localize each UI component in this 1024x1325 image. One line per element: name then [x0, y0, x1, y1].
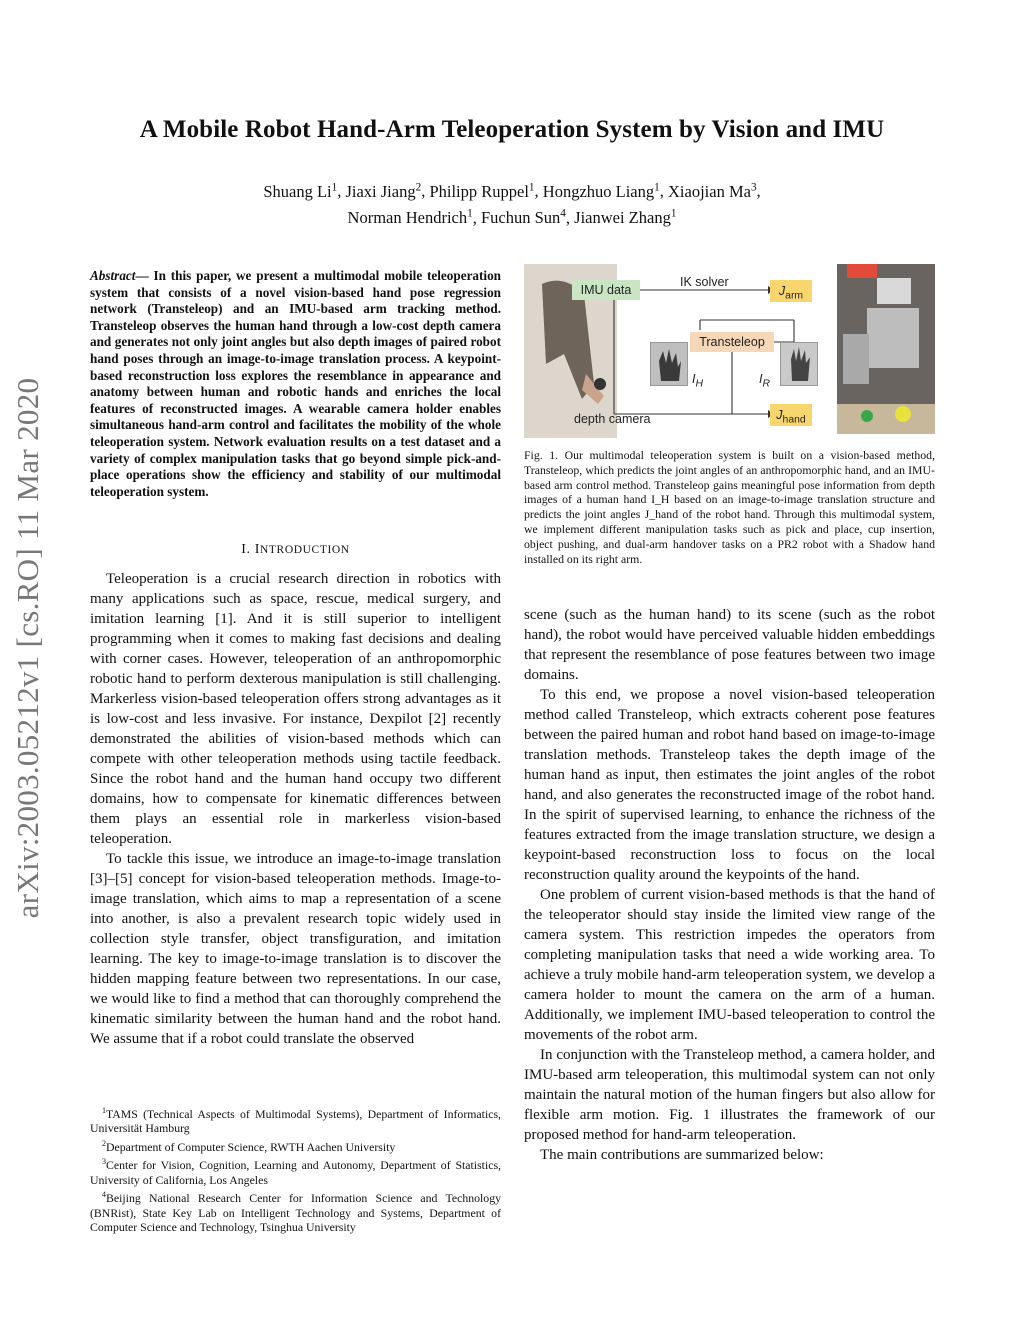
- paragraph: In conjunction with the Transteleop method, a camera holder, and IMU-based arm teleoperation, this multimodal system can not only maintain the natural motion of the human fingers but also allow for flexible arm motion. Fig. 1 illustrates the framework of our proposed method for hand-arm teleoperation.: [524, 1047, 935, 1143]
- affiliation-footnotes: [90, 1104, 501, 1236]
- caption-label: Fig. 1.: [524, 448, 559, 462]
- abstract: [90, 268, 501, 500]
- ik-solver-label: IK solver: [680, 275, 729, 289]
- robot-hand-icon: [781, 343, 817, 385]
- depth-camera-label: depth camera: [574, 412, 651, 426]
- paragraph: scene (such as the human hand) to its scene (such as the robot hand), the robot would have perceived valuable hidden embeddings that represent the resemblance of pose features between two image domains.: [524, 607, 935, 683]
- author: Jiaxi Jiang$^2$: [345, 181, 422, 201]
- footnote: $^3$Center for Vision, Cognition, Learning and Autonomy, Department of Statistics, University of California, Los Angeles: [90, 1157, 501, 1187]
- transteleop-box: Transteleop: [690, 332, 774, 352]
- abstract-label: Abstract: [90, 268, 136, 283]
- footnote: $^4$Beijing National Research Center for Information Science and Technology (BNRist), State Key Lab on Intelligent Technology and Systems, Department of Computer Science and Technology, Tsinghua University: [90, 1190, 501, 1235]
- left-column-body: [90, 569, 501, 1049]
- author-line-1: Shuang Li$^1$, Jiaxi Jiang$^2$, Philipp Ruppel$^1$, Hongzhuo Liang$^1$, Xiaojian Ma$^3$,: [263, 181, 761, 201]
- abstract-dash: —: [135, 268, 154, 283]
- robot-hand-depth-image: [780, 342, 818, 386]
- arxiv-id: arXiv:2003.05212v1 [cs.RO] 11 Mar 2020: [10, 377, 45, 919]
- figure-1-caption: [524, 448, 935, 566]
- i-h-label: $I_H$: [692, 372, 703, 390]
- caption-text: Our multimodal teleoperation system is built on a vision-based method, Transteleop, which predicts the joint angles of an anthropomorphic hand, and an IMU-based arm control method. Transteleop gains meaningful pose information from depth images of a human hand I_H based on an image-to-image translation structure and predicts the joint angles J_hand of the robot hand. Through this multimodal system, we implement different manipulation tasks such as pick and place, cup insertion, object pushing, and dual-arm handover tasks on a PR2 robot with a Shadow hand installed on its right arm.: [524, 448, 936, 566]
- section-heading-introduction: I. INTRODUCTION: [241, 542, 350, 557]
- arxiv-side-label: [8, 348, 48, 948]
- pr2-robot-photo: [837, 264, 935, 434]
- human-hand-depth-image: [650, 342, 688, 386]
- author: Hongzhuo Liang$^1$: [542, 181, 660, 201]
- abstract-text: In this paper, we present a multimodal mobile teleoperation system that consists of a novel vision-based hand pose regression network (Transteleop) and an IMU-based arm tracking method. Transteleop observes the human hand through a low-cost depth camera and generates not only joint angles but also depth images of paired robot hand poses through an image-to-image translation process. A keypoint-based reconstruction loss explores the resemblance in appearance and anatomy between human and robotic hands and enriches the local features of reconstructed images. A wearable camera holder enables simultaneous hand-arm control and facilitates the mobility of the whole teleoperation system. Network evaluation results on a test dataset and a variety of complex manipulation tasks that go beyond simple pick-and-place operations show the efficiency and stability of our multimodal teleoperation system.: [90, 268, 501, 499]
- imu-data-box: IMU data: [572, 280, 640, 300]
- paragraph: The main contributions are summarized below:: [540, 1147, 824, 1163]
- j-arm-box: $J_{arm}$: [770, 280, 812, 302]
- i-r-label: $I_R$: [759, 372, 770, 390]
- author: Jianwei Zhang$^1$: [574, 207, 677, 227]
- author-line-2: Norman Hendrich$^1$, Fuchun Sun$^4$, Jianwei Zhang$^1$: [347, 207, 677, 227]
- author: Philipp Ruppel$^1$: [429, 181, 535, 201]
- human-hand-icon: [651, 343, 687, 385]
- paragraph: To this end, we propose a novel vision-based teleoperation method called Transteleop, which extracts coherent pose features between the paired human and robot hand based on image-to-image translation methods. Transteleop takes the depth image of the human hand as input, then estimates the joint angles of the robot hand, and also generates the reconstructed image of the robot hand. In the spirit of supervised learning, to enhance the richness of the features extracted from the image translation structure, we design a keypoint-based reconstruction loss to focus on the local reconstruction quality around the keypoints of the hand.: [524, 687, 935, 883]
- author: Shuang Li$^1$: [263, 181, 338, 201]
- author: Norman Hendrich$^1$: [347, 207, 473, 227]
- robot-illustration: [837, 264, 935, 434]
- figure-1: [524, 264, 935, 438]
- paragraph: Teleoperation is a crucial research direction in robotics with many applications such as space, rescue, medical surgery, and imitation learning [1]. And it is still superior to intelligent programming when it comes to making fast decisions and dealing with corner cases. However, teleoperation of an anthropomorphic robotic hand to perform dexterous manipulation is still challenging. Markerless vision-based teleoperation offers strong advantages as it is low-cost and less invasive. For instance, Dexpilot [2] recently demonstrated the abilities of vision-based methods which can compete with other teleoperation methods using tactile feedback. Since the robot hand and the human hand occupy two different domains, how to compensate for kinematic differences between them plays an essential role in markerless vision-based teleoperation.: [90, 571, 501, 847]
- j-hand-box: $J_{hand}$: [770, 404, 812, 426]
- author: Xiaojian Ma$^3$: [668, 181, 757, 201]
- right-column-body: [524, 605, 935, 1165]
- paragraph: To tackle this issue, we introduce an image-to-image translation [3]–[5] concept for vision-based teleoperation methods. Image-to-image translation, which aims to map a representation of a scene into another, is also a prevalent research topic widely used in collection style transfer, object transfiguration, and imitation learning. The key to image-to-image translation is to discover the hidden mapping feature between two representations. In our case, we would like to find a method that can thoroughly comprehend the kinematic similarity between the human hand and the robot hand. We assume that if a robot could translate the observed: [90, 851, 501, 1047]
- footnote: $^1$TAMS (Technical Aspects of Multimodal Systems), Department of Informatics, Universität Hamburg: [90, 1106, 501, 1136]
- paper-title: A Mobile Robot Hand-Arm Teleoperation System by Vision and IMU: [139, 116, 885, 143]
- author: Fuchun Sun$^4$: [480, 207, 566, 227]
- paragraph: One problem of current vision-based methods is that the hand of the teleoperator should stay inside the limited view range of the camera system. This restriction impedes the operators from completing manipulation tasks that need a wide working area. To achieve a truly mobile hand-arm teleoperation system, we develop a camera holder to mount the camera on the arm of a human. Additionally, we implement IMU-based teleoperation to control the movements of the robot arm.: [524, 887, 935, 1043]
- author-list: [160, 176, 864, 229]
- footnote: $^2$Department of Computer Science, RWTH Aachen University: [102, 1138, 396, 1154]
